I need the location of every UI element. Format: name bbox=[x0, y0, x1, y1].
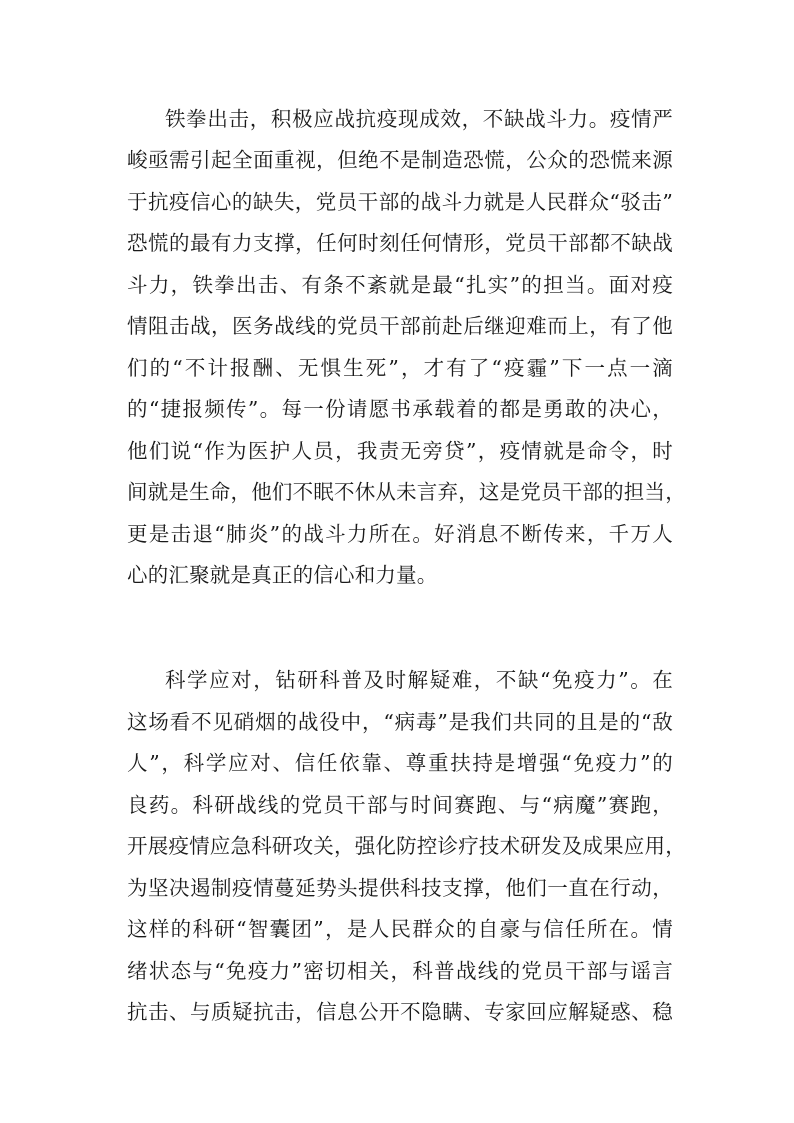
paragraph-line: 良药。科研战线的党员干部与时间赛跑、与“病魔”赛跑， bbox=[127, 793, 673, 817]
paragraph-line: 情阻击战，医务战线的党员干部前赴后继迎难而上，有了他 bbox=[127, 314, 673, 338]
paragraph-line: 峻亟需引起全面重视，但绝不是制造恐慌，公众的恐慌来源 bbox=[127, 148, 673, 172]
paragraph-line: 铁拳出击，积极应战抗疫现成效，不缺战斗力。疫情严 bbox=[165, 107, 673, 131]
paragraph-line: 这场看不见硝烟的战役中，“病毒”是我们共同的且是的“敌 bbox=[127, 710, 673, 734]
paragraph-line: 抗击、与质疑抗击，信息公开不隐瞒、专家回应解疑惑、稳 bbox=[127, 1000, 673, 1024]
paragraph-line: 科学应对，钻研科普及时解疑难，不缺“免疫力”。在 bbox=[165, 668, 673, 692]
paragraph-line: 他们说“作为医护人员，我责无旁贷”，疫情就是命令，时 bbox=[127, 439, 673, 463]
paragraph-line: 更是击退“肺炎”的战斗力所在。好消息不断传来，千万人 bbox=[127, 522, 673, 546]
paragraph-line: 的“捷报频传”。每一份请愿书承载着的都是勇敢的决心， bbox=[127, 397, 673, 421]
paragraph-line: 绪状态与“免疫力”密切相关，科普战线的党员干部与谣言 bbox=[127, 959, 673, 983]
paragraph-line: 们的“不计报酬、无惧生死”，才有了“疫霾”下一点一滴 bbox=[127, 356, 673, 380]
paragraph-line: 间就是生命，他们不眠不休从未言弃，这是党员干部的担当， bbox=[127, 480, 686, 504]
paragraph-line: 心的汇聚就是真正的信心和力量。 bbox=[127, 563, 438, 587]
paragraph-line: 这样的科研“智囊团”，是人民群众的自豪与信任所在。情 bbox=[127, 917, 673, 941]
paragraph-line: 人”，科学应对、信任依靠、尊重扶持是增强“免疫力”的 bbox=[127, 751, 673, 775]
paragraph-line: 开展疫情应急科研攻关，强化防控诊疗技术研发及成果应用， bbox=[127, 834, 686, 858]
paragraph-line: 斗力，铁拳出击、有条不紊就是最“扎实”的担当。面对疫 bbox=[127, 273, 673, 297]
paragraph-line: 于抗疫信心的缺失，党员干部的战斗力就是人民群众“驳击” bbox=[127, 190, 673, 214]
paragraph-line: 为坚决遏制疫情蔓延势头提供科技支撑，他们一直在行动， bbox=[127, 876, 673, 900]
paragraph-line: 恐慌的最有力支撑，任何时刻任何情形，党员干部都不缺战 bbox=[127, 231, 673, 255]
